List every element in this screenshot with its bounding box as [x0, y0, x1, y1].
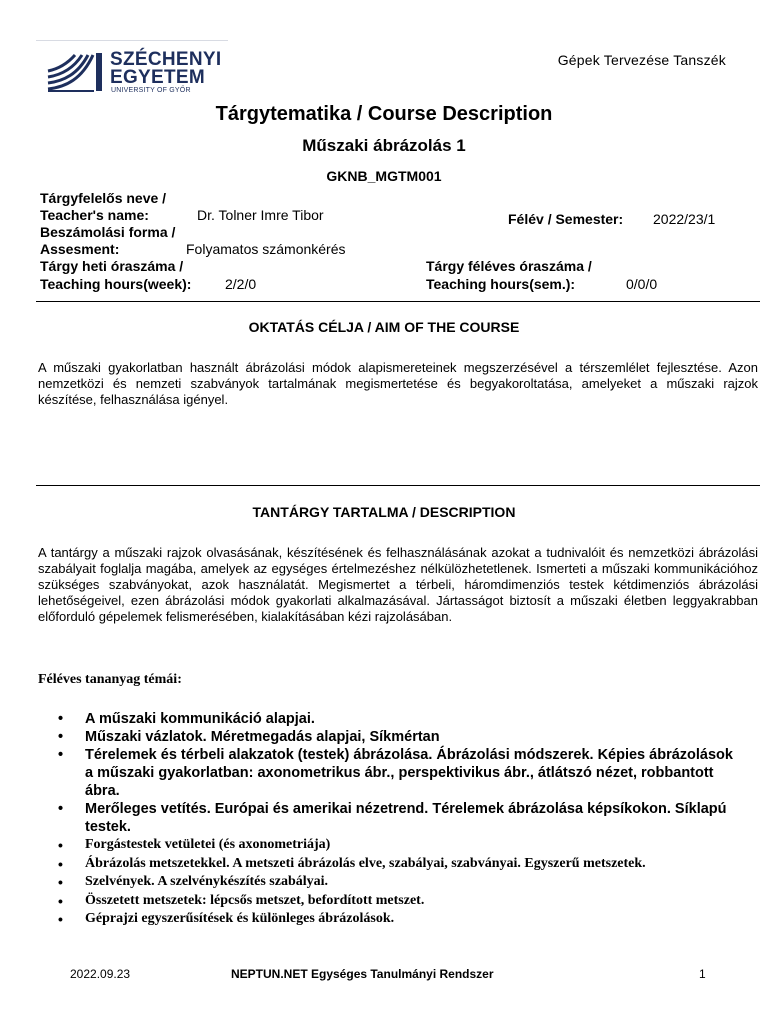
weekly-hours-value: 2/2/0 [225, 276, 257, 292]
university-logo-icon [46, 49, 104, 93]
logo-text-line3: UNIVERSITY OF GYŐR [111, 87, 191, 94]
assessment-label-en: Assesment: [40, 241, 120, 257]
list-item: • Forgástestek vetületei (és axonometriája) [58, 836, 738, 855]
list-item: • Merőleges vetítés. Európai és amerikai nézetrend. Térelemek ábrázolása képsíkokon. Síklapú testek. [58, 800, 738, 836]
assessment-value: Folyamatos számonkérés [186, 241, 346, 257]
semester-hours-label-hu: Tárgy féléves óraszáma / [426, 258, 592, 274]
course-name: Műszaki ábrázolás 1 [302, 136, 466, 155]
weekly-hours-label-en: Teaching hours(week): [40, 276, 192, 292]
semester-label: Félév / Semester: [508, 211, 624, 227]
teacher-label-en: Teacher's name: [40, 207, 149, 223]
topics-list [58, 710, 738, 929]
footer-date: 2022.09.23 [70, 967, 131, 981]
list-item: • Géprajzi egyszerűsítések és különleges ábrázolások. [58, 910, 738, 929]
list-item: • Térelemek és térbeli alakzatok (testek) ábrázolása. Ábrázolási módszerek. Képies ábrázolások a műszaki gyakorlatban: axonometrikus ábr., perspektivikus ábr., átlátszó nézet, robbantott ábra. [58, 746, 738, 800]
description-section-title: TANTÁRGY TARTALMA / DESCRIPTION [252, 504, 516, 520]
aim-text: A műszaki gyakorlatban használt ábrázolási módok alapismereteinek megszerzésével a térszemlélet fejlesztése. Azon nemzetközi és nemzeti szabványok tartalmának megismertetése és begyakoroltatása, amelyeket a műszaki rajzok készítése, felhasználása igényel. [38, 360, 758, 407]
list-item: • A műszaki kommunikáció alapjai. [58, 710, 738, 728]
page-number: 1 [699, 967, 706, 981]
list-item: • Ábrázolás metszetekkel. A metszeti ábrázolás elve, szabályai, szabványai. Egyszerű metszetek. [58, 855, 738, 874]
semester-value: 2022/23/1 [653, 211, 716, 227]
teacher-value: Dr. Tolner Imre Tibor [197, 207, 324, 223]
logo-text-line2: EGYETEM [110, 67, 206, 88]
semester-hours-value: 0/0/0 [626, 276, 658, 292]
topics-title: Féléves tananyag témái: [38, 672, 182, 687]
divider [36, 301, 760, 302]
course-code: GKNB_MGTM001 [326, 168, 442, 184]
description-text: A tantárgy a műszaki rajzok olvasásának, készítésének és felhasználásának azokat a tudnivalóit és nemzetközi ábrázolási szabályait foglalja magába, amelyek az egységes értelmezéshez nélkülözhetetlenek. Ismerteti a műszaki kommunikációhoz szükséges szabványokat, azok használatát. Megismertet a térbeli, háromdimenziós testek kétdimenziós ábrázolási lehetőségeivel, ezen ábrázolási módok gyakorlati alkalmazásával. Jártasságot biztosít a műszaki életben leggyakrabban előforduló gépelemek felismerésében, kialakításában kézi rajzolásában. [38, 545, 758, 624]
divider [36, 485, 760, 486]
logo-text-line1: SZÉCHENYI [110, 49, 222, 70]
list-item: • Műszaki vázlatok. Méretmegadás alapjai, Síkmértan [58, 728, 738, 746]
assessment-label-hu: Beszámolási forma / [40, 224, 176, 240]
list-item: • Szelvények. A szelvénykészítés szabályai. [58, 873, 738, 892]
department-name: Gépek Tervezése Tanszék [557, 52, 726, 68]
university-logo [36, 40, 228, 96]
footer-system: NEPTUN.NET Egységes Tanulmányi Rendszer [231, 967, 494, 981]
page-title: Tárgytematika / Course Description [215, 103, 553, 125]
aim-section-title: OKTATÁS CÉLJA / AIM OF THE COURSE [248, 319, 520, 335]
semester-hours-label-en: Teaching hours(sem.): [426, 276, 576, 292]
weekly-hours-label-hu: Tárgy heti óraszáma / [40, 258, 184, 274]
list-item: • Összetett metszetek: lépcsős metszet, befordított metszet. [58, 892, 738, 911]
teacher-label-hu: Tárgyfelelős neve / [40, 190, 167, 206]
